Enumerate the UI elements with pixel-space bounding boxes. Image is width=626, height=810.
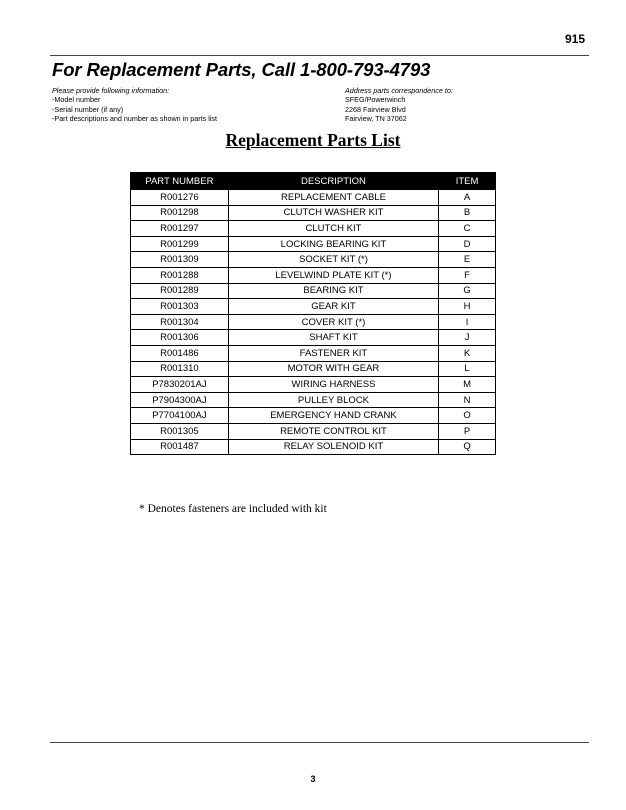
part-number-cell: P7704100AJ	[131, 408, 229, 424]
footnote: * Denotes fasteners are included with kit	[139, 503, 327, 515]
model-number: 915	[564, 32, 585, 46]
part-number-cell: R001276	[131, 190, 229, 206]
address-heading: Address parts correspondence to:	[345, 86, 453, 95]
item-cell: C	[439, 221, 496, 237]
header-item: ITEM	[439, 173, 496, 190]
header-description: DESCRIPTION	[228, 173, 438, 190]
parts-table	[130, 172, 496, 455]
part-number-cell: R001303	[131, 299, 229, 315]
item-cell: L	[439, 361, 496, 377]
info-request-heading: Please provide following information:	[52, 86, 170, 95]
replacement-parts-headline: For Replacement Parts, Call 1-800-793-4793	[52, 59, 431, 80]
table-row	[131, 377, 496, 393]
item-cell: N	[439, 392, 496, 408]
table-row	[131, 439, 496, 455]
info-request-block	[52, 86, 217, 123]
table-row	[131, 361, 496, 377]
address-line: Fairview, TN 37062	[345, 113, 407, 123]
item-cell: H	[439, 299, 496, 315]
part-number-cell: R001309	[131, 252, 229, 268]
part-number-cell: R001487	[131, 439, 229, 455]
description-cell: REMOTE CONTROL KIT	[228, 423, 438, 439]
description-cell: PULLEY BLOCK	[228, 392, 438, 408]
bottom-divider	[50, 742, 589, 743]
item-cell: I	[439, 314, 496, 330]
table-row	[131, 408, 496, 424]
table-row	[131, 392, 496, 408]
table-row	[131, 221, 496, 237]
description-cell: RELAY SOLENOID KIT	[228, 439, 438, 455]
part-number-cell: R001288	[131, 267, 229, 283]
description-cell: WIRING HARNESS	[228, 377, 438, 393]
table-row	[131, 267, 496, 283]
table-row	[131, 236, 496, 252]
table-row	[131, 190, 496, 206]
address-line: SFEG/Powerwinch	[345, 95, 406, 105]
table-row	[131, 423, 496, 439]
item-cell: G	[439, 283, 496, 299]
table-row	[131, 205, 496, 221]
part-number-cell: R001304	[131, 314, 229, 330]
part-number-cell: P7830201AJ	[131, 377, 229, 393]
description-cell: CLUTCH KIT	[228, 221, 438, 237]
item-cell: D	[439, 236, 496, 252]
info-request-line: -Model number	[52, 95, 101, 105]
part-number-cell: R001306	[131, 330, 229, 346]
table-row	[131, 283, 496, 299]
description-cell: GEAR KIT	[228, 299, 438, 315]
item-cell: A	[439, 190, 496, 206]
part-number-cell: R001289	[131, 283, 229, 299]
description-cell: SOCKET KIT (*)	[228, 252, 438, 268]
item-cell: O	[439, 408, 496, 424]
description-cell: CLUTCH WASHER KIT	[228, 205, 438, 221]
description-cell: REPLACEMENT CABLE	[228, 190, 438, 206]
item-cell: P	[439, 423, 496, 439]
description-cell: EMERGENCY HAND CRANK	[228, 408, 438, 424]
address-block	[345, 86, 453, 123]
description-cell: FASTENER KIT	[228, 345, 438, 361]
info-request-line: -Serial number (if any)	[52, 104, 124, 114]
item-cell: F	[439, 267, 496, 283]
item-cell: M	[439, 377, 496, 393]
address-line: 2268 Fairview Blvd	[345, 104, 406, 114]
item-cell: B	[439, 205, 496, 221]
top-divider	[50, 55, 589, 56]
table-row	[131, 330, 496, 346]
part-number-cell: R001297	[131, 221, 229, 237]
part-number-cell: R001298	[131, 205, 229, 221]
header-part-number: PART NUMBER	[131, 173, 229, 190]
part-number-cell: R001486	[131, 345, 229, 361]
item-cell: K	[439, 345, 496, 361]
info-request-line: -Part descriptions and number as shown in parts list	[52, 113, 217, 123]
item-cell: E	[439, 252, 496, 268]
page-number: 3	[310, 774, 316, 784]
item-cell: J	[439, 330, 496, 346]
part-number-cell: R001310	[131, 361, 229, 377]
part-number-cell: R001299	[131, 236, 229, 252]
description-cell: COVER KIT (*)	[228, 314, 438, 330]
table-row	[131, 252, 496, 268]
description-cell: LEVELWIND PLATE KIT (*)	[228, 267, 438, 283]
part-number-cell: R001305	[131, 423, 229, 439]
table-row	[131, 345, 496, 361]
parts-table-body	[131, 190, 496, 455]
parts-list-title: Replacement Parts List	[225, 130, 401, 150]
description-cell: MOTOR WITH GEAR	[228, 361, 438, 377]
table-row	[131, 299, 496, 315]
table-header-row	[131, 173, 496, 190]
description-cell: BEARING KIT	[228, 283, 438, 299]
item-cell: Q	[439, 439, 496, 455]
description-cell: SHAFT KIT	[228, 330, 438, 346]
description-cell: LOCKING BEARING KIT	[228, 236, 438, 252]
table-row	[131, 314, 496, 330]
part-number-cell: P7904300AJ	[131, 392, 229, 408]
